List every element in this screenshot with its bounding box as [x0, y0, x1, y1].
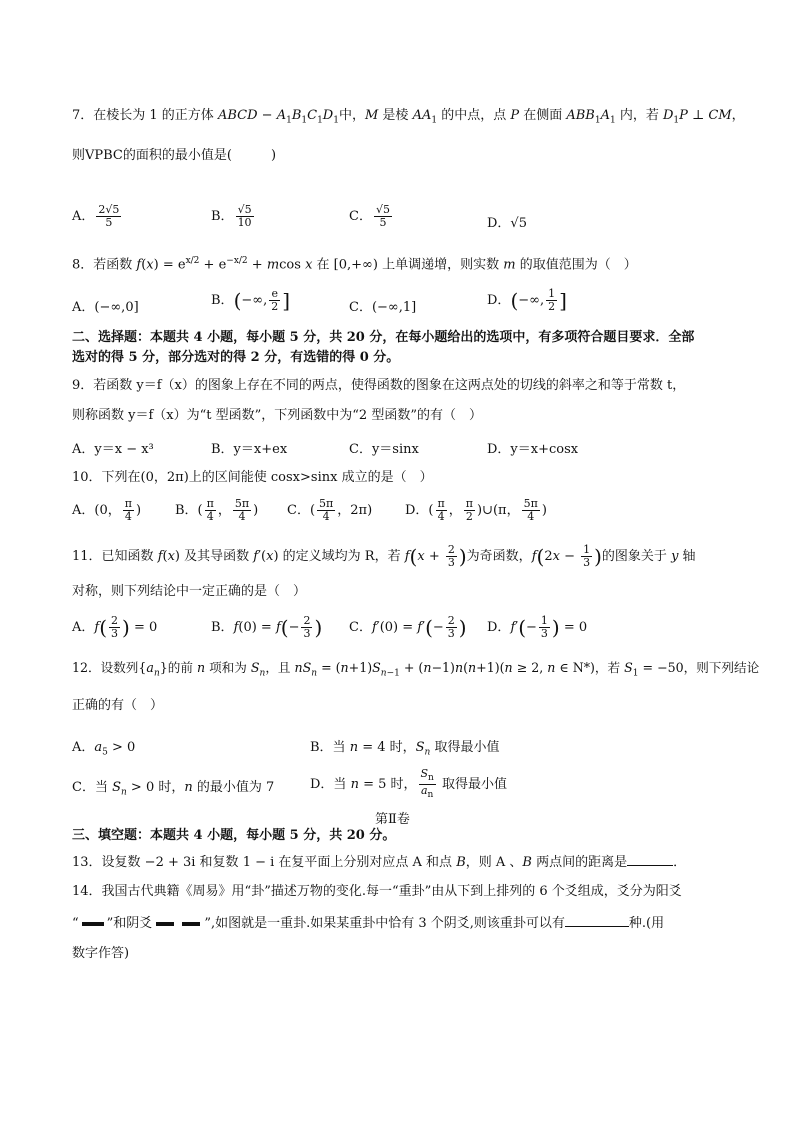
q7-option-d: D．√5: [487, 216, 527, 231]
q9-line2: 则称函数 y＝f（x）为“t 型函数”，下列函数中为“2 型函数”的有（ ）: [72, 408, 482, 423]
q12-line2: 正确的有（ ）: [72, 698, 164, 713]
q9-option-b: B．y＝x+ex: [211, 442, 288, 457]
q11-option-c: C．f′(0) = f′(− $\frac{2}{3}$ ): [349, 614, 467, 641]
q8-option-c: C．(−∞,1]: [349, 300, 417, 315]
q14-line1: 14．我国古代典籍《周易》用“卦”描述万物的变化.每一“重卦”由从下到上排列的 6 个爻组成，爻分为阳爻: [72, 884, 682, 899]
q12-option-b: B．当 n = 4 时，$S_n$ 取得最小值: [310, 740, 500, 758]
q9-option-a: A．y＝x − x³: [72, 442, 154, 457]
q12-option-a: A．$a_5 > 0$: [72, 740, 136, 758]
q10-option-c: C．( $\frac{5\pi}{4}$ ，2π): [287, 497, 373, 524]
q9-option-c: C．y＝sinx: [349, 442, 419, 457]
q7-line1: 7．在棱长为 1 的正方体 ABCD − $A_1B_1C_1D_1$中，M 是棱 $AA_1$ 的中点，点 P 在侧面 $ABB_1A_1$ 内，若 $D_1P$ ⊥ CM，: [72, 108, 745, 126]
q12-option-c: C．当 $S_n > 0$ 时，n 的最小值为 7: [72, 780, 275, 798]
q7-option-b: B． $\frac{√5}{10}$: [211, 203, 252, 230]
q11-option-a: A．f( $\frac{2}{3}$ ) = 0: [72, 614, 158, 641]
yin-line-icon: [156, 922, 174, 926]
q8-option-a: A．(−∞,0]: [72, 300, 139, 315]
q11-line1: 11．已知函数 f(x) 及其导函数 f′(x) 的定义域均为 R，若 f(x + $\frac{2}{3}$ )为奇函数，f(2x − $\frac{1}{3}$ )的图象关于 y 轴: [72, 543, 696, 570]
q9-line1: 9．若函数 y＝f（x）的图象上存在不同的两点，使得函数的图象在这两点处的切线的斜率之和等于常数 t，: [72, 378, 686, 393]
section3-heading: 三、填空题：本题共 4 小题，每小题 5 分，共 20 分。: [72, 828, 396, 843]
q9-option-d: D．y＝x+cosx: [487, 442, 579, 457]
q10-option-d: D．( $\frac{\pi}{4}$ ， $\frac{\pi}{2}$ )∪(π， $\frac{5\pi}{4}$ ): [405, 497, 547, 524]
q10-option-a: A．(0， $\frac{\pi}{4}$ ): [72, 497, 142, 524]
yang-line-icon: [82, 922, 104, 926]
q13-stem: 13．设复数 −2 + 3i 和复数 1 − i 在复平面上分别对应点 A 和点 B，则 A 、B 两点间的距离是 ．: [72, 855, 687, 870]
q8-stem: 8．若函数 $f(x) = e^{x/2} + e^{-x/2} + mcos$ x 在 [0,+∞) 上单调递增，则实数 m 的取值范围为（ ）: [72, 256, 637, 273]
q11-option-b: B．f(0) = f(− $\frac{2}{3}$ ): [211, 614, 323, 641]
volume-two-heading: 第Ⅱ卷: [375, 812, 410, 827]
q8-option-b: B．(−∞, $\frac{e}{2}$ ]: [211, 287, 291, 314]
q14-line3: 数字作答): [72, 946, 130, 961]
q8-option-d: D．(−∞, $\frac{1}{2}$ ]: [487, 287, 567, 314]
section2-line1: 二、选择题：本题共 4 小题，每小题 5 分，共 20 分，在每小题给出的选项中，有多项符合题目要求．全部: [72, 330, 695, 345]
q10-option-b: B．( $\frac{\pi}{4}$ ， $\frac{5\pi}{4}$ ): [175, 497, 259, 524]
q12-option-d: D．当 n = 5 时， $\frac{S_n}{a_n}$ 取得最小值: [310, 767, 507, 801]
section2-line2: 选对的得 5 分，部分选对的得 2 分，有选错的得 0 分。: [72, 350, 400, 365]
q10-stem: 10．下列在(0，2π)上的区间能使 cosx>sinx 成立的是（ ）: [72, 470, 433, 485]
q7-option-a: A． $\frac{2√5}{5}$: [72, 203, 120, 230]
q7-option-c: C． $\frac{√5}{5}$: [349, 203, 390, 230]
q11-option-d: D．f′(− $\frac{1}{3}$ ) = 0: [487, 614, 588, 641]
q11-line2: 对称，则下列结论中一定正确的是（ ）: [72, 584, 307, 599]
q7-line2: 则VPBC的面积的最小值是( ): [72, 148, 277, 163]
q12-line1: 12．设数列$\{a_n\}$的前 n 项和为 $S_n$，且 $nS_n = (n+1)S_{n-1} + (n-1)n(n+1)(n \ge 2$, n ∈ N*)，若 $S_1 = -50$，则下列结论: [72, 660, 760, 679]
q14-line2: “ ”和阴爻 ”,如图就是一重卦.如果某重卦中恰有 3 个阴爻,则该重卦可以有 种.(用: [72, 916, 665, 931]
